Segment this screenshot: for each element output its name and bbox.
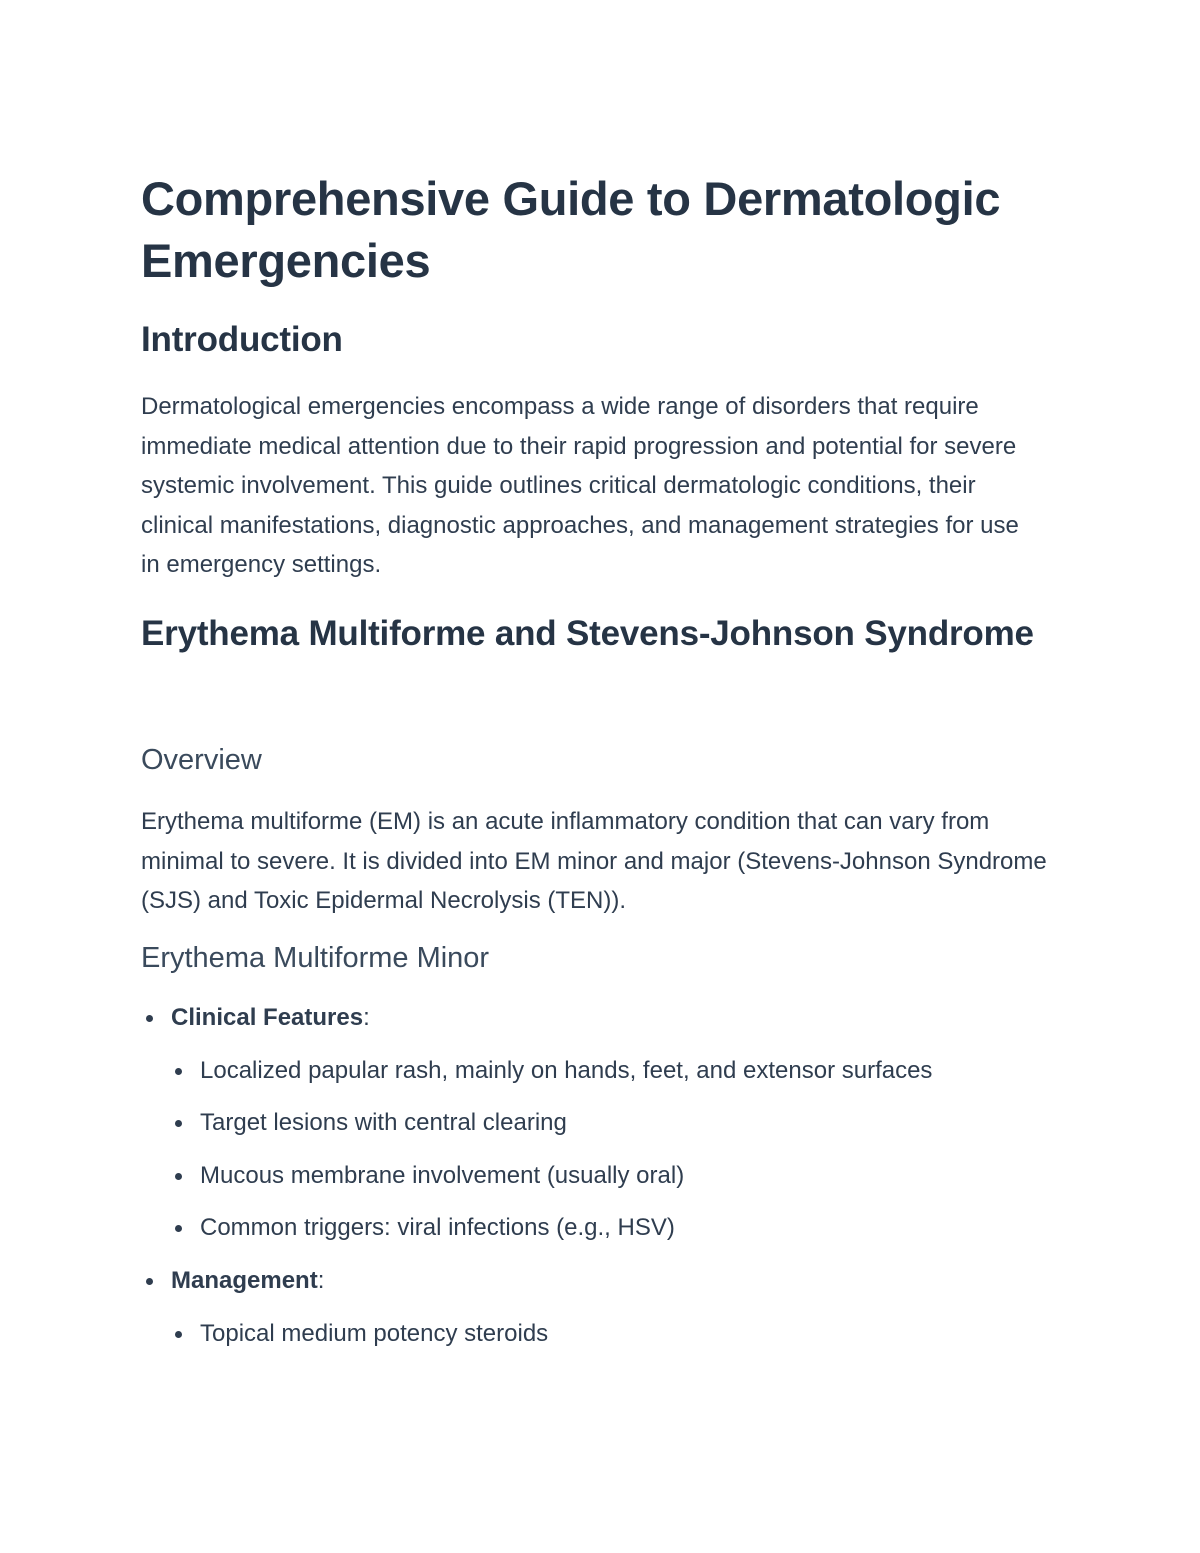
list-item-clinical-features: [171, 1003, 370, 1033]
list-item-label: Clinical Features: [171, 1004, 364, 1031]
list-item-label: Management: [171, 1267, 318, 1294]
list-item: [200, 1056, 932, 1086]
list-item: [200, 1319, 548, 1349]
bullet-icon: [175, 1331, 182, 1338]
section-heading-introduction: Introduction: [141, 320, 343, 359]
section-heading-erythema-multiforme: Erythema Multiforme and Stevens-Johnson Syndrome: [141, 614, 1034, 653]
bullet-icon: [175, 1225, 182, 1232]
list-item-text: Mucous membrane involvement (usually oral): [200, 1162, 685, 1189]
list-item-text: Common triggers: viral infections (e.g., HSV): [200, 1214, 675, 1241]
bullet-icon: [175, 1120, 182, 1127]
list-item: [200, 1213, 675, 1243]
list-item-text: Localized papular rash, mainly on hands, feet, and extensor surfaces: [200, 1057, 933, 1084]
document-title: Comprehensive Guide to Dermatologic Emergencies: [141, 172, 1001, 287]
list-item: [200, 1108, 567, 1138]
introduction-paragraph: Dermatological emergencies encompass a wide range of disorders that require immediate medical attention due to their rapid progression and potential for severe systemic involvement. This guide outlines critical dermatologic conditions, their clinical manifestations, diagnostic approaches, and management strategies for use in emergency settings.: [141, 393, 1019, 578]
bullet-icon: [175, 1068, 182, 1075]
subheading-overview: Overview: [141, 744, 262, 776]
list-item-management: [171, 1266, 324, 1296]
list-item-text: Topical medium potency steroids: [200, 1320, 549, 1347]
bullet-icon: [175, 1173, 182, 1180]
list-item-colon: :: [317, 1267, 325, 1294]
bullet-icon: [146, 1278, 153, 1285]
overview-paragraph: Erythema multiforme (EM) is an acute inflammatory condition that can vary from minimal to severe. It is divided into EM minor and major (Stevens-Johnson Syndrome (SJS) and Toxic Epidermal Necrolysis (TEN)).: [141, 808, 1047, 914]
list-item-text: Target lesions with central clearing: [200, 1109, 567, 1136]
bullet-icon: [146, 1015, 153, 1022]
list-item-colon: :: [363, 1004, 370, 1031]
subheading-em-minor: Erythema Multiforme Minor: [141, 942, 490, 974]
list-item: [200, 1161, 684, 1191]
